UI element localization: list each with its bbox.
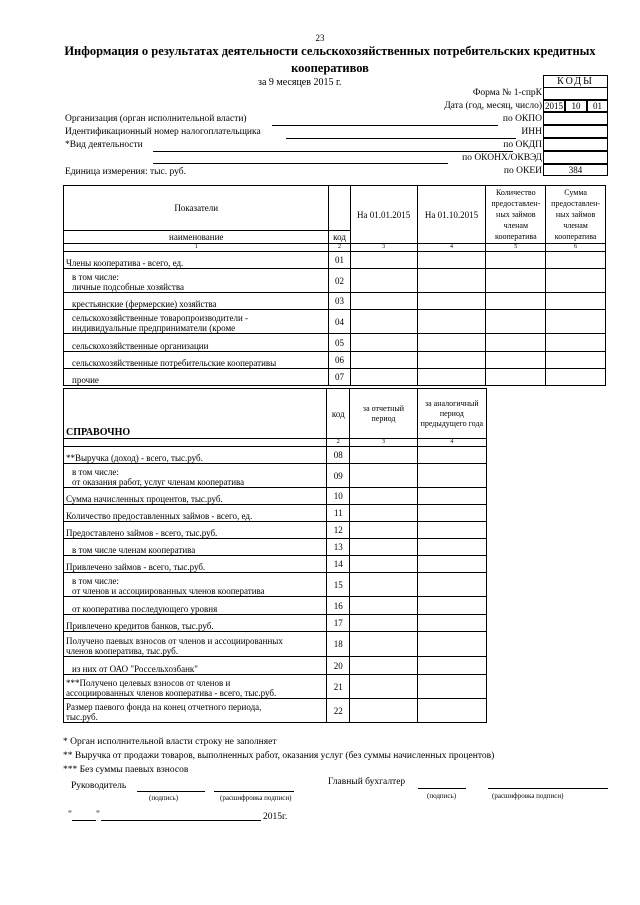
row-pre: в том числе: [72,272,119,282]
members-table [63,185,606,386]
col-code: код [327,389,350,439]
form-code-box [543,87,608,100]
date-year-suffix: 2015г. [263,812,288,822]
table-row [64,464,487,488]
row-label: в том числе членам кооператива [64,539,327,556]
head-label: Руководитель [71,781,127,791]
org-line [272,125,498,126]
table-row [64,556,487,573]
accountant-sign-line [418,788,466,789]
row-code: 15 [327,573,350,597]
okonh-label: по ОКОНХ/ОКВЭД [462,153,542,163]
row-code: 14 [327,556,350,573]
row-code: 18 [327,632,350,657]
activity-line-2 [153,163,448,164]
date-quote-open: " [68,810,72,820]
head-sign-caption: (подпись) [149,794,179,802]
col-jan: На 01.01.2015 [350,186,417,244]
table-row [64,352,606,369]
row-code: 12 [327,522,350,539]
row-pre: сельскохозяйственные товаропроизводители - [72,313,249,323]
table-row [64,293,606,310]
row-label: личные подсобные хозяйства [72,282,184,292]
head-decode-caption: (расшифровка подписи) [220,794,292,802]
table-row [64,632,487,657]
okdp-box [543,138,608,151]
col-name: наименование [64,231,329,244]
row-code: 20 [327,657,350,675]
accountant-decode-line [488,788,608,789]
date-month-line [101,820,261,821]
row-code: 02 [329,269,350,293]
row-code: 16 [327,597,350,615]
table-row [64,369,606,386]
org-label: Организация (орган исполнительной власти) [65,114,247,124]
colnum: 5 [486,244,546,252]
footnote-3: *** Без суммы паевых взносов [63,765,189,775]
activity-label: *Вид деятельности [65,140,143,150]
date-day-line [72,820,96,821]
okdp-label: по ОКДП [503,140,542,150]
colnum: 2 [327,439,350,447]
row-label: тыс.руб. [66,712,98,722]
colnum: 3 [350,244,417,252]
row-label: Количество предоставленных займов - всего, ед. [64,505,327,522]
row-pre: в том числе: [72,576,119,586]
footnote-1: * Орган исполнительной власти строку не заполняет [63,737,277,747]
col-prev: за аналогичный период предыдущего года [417,389,486,439]
row-label: Привлечено займов - всего, тыс.руб. [64,556,327,573]
row-code: 11 [327,505,350,522]
table-row [64,699,487,723]
col-code-top [329,186,350,231]
row-label: индивидуальные предприниматели (кроме [72,323,236,333]
colnum: 3 [350,439,417,447]
inn-org-label: Идентификационный номер налогоплательщика [65,127,261,137]
table-row [64,522,487,539]
row-label: Члены кооператива - всего, ед. [66,258,184,268]
row-label: сельскохозяйственные потребительские кооперативы [64,352,329,369]
colnum: 1 [64,244,329,252]
reference-table [63,388,487,723]
colnum: 4 [417,244,486,252]
colnum: 4 [417,439,486,447]
date-month-box: 10 [565,100,587,112]
okei-box: 384 [543,164,608,176]
okonh-box [543,151,608,164]
head-decode-line [214,791,294,792]
table-row [64,488,487,505]
reporting-period: за 9 месяцев 2015 г. [258,77,342,88]
date-quote-close: " [96,810,100,820]
accountant-sign-caption: (подпись) [427,792,457,800]
codes-header: КОДЫ [543,75,608,88]
row-code: 17 [327,615,350,632]
row-label: Привлечено кредитов банков, тыс.руб. [64,615,327,632]
row-code: 13 [327,539,350,556]
table-row [64,310,606,334]
row-pre: в том числе: [72,467,119,477]
okei-label: по ОКЕИ [503,166,542,176]
row-label: от членов и ассоциированных членов кооператива [72,586,265,596]
row-label: ассоциированных членов кооператива - всего, тыс.руб. [66,688,277,698]
table-row [64,615,487,632]
table-row [64,252,606,269]
table-row [64,334,606,352]
table-row [64,539,487,556]
row-code: 08 [327,447,350,464]
row-code: 10 [327,488,350,505]
date-year-box: 2015 [545,101,563,111]
row-code: 21 [327,675,350,699]
row-code: 07 [329,369,350,386]
row-label: сельскохозяйственные организации [64,334,329,352]
row-label: Предоставлено займов - всего, тыс.руб. [64,522,327,539]
colnum: 2 [329,244,350,252]
colnum: 6 [546,244,606,252]
col-indicators: Показатели [64,186,329,231]
col-code: код [329,231,350,244]
row-code: 04 [329,310,350,334]
row-label: прочие [64,369,329,386]
row-pre: Размер паевого фонда на конец отчетного периода, [66,702,262,712]
row-label: от оказания работ, услуг членам кооператива [72,477,245,487]
row-pre: Получено паевых взносов от членов и ассоциированных [66,636,283,646]
accountant-decode-caption: (расшифровка подписи) [492,792,564,800]
okpo-label: по ОКПО [502,114,542,124]
row-code: 03 [329,293,350,310]
accountant-label: Главный бухгалтер [328,777,406,787]
document-title: Информация о результатах деятельности сельскохозяйственных потребительских кредитных кооперативов [64,44,596,75]
row-label: членов кооператива, тыс.руб. [66,646,179,656]
inn-line [286,138,516,139]
row-label: от кооператива последующего уровня [64,597,327,615]
table-row [64,505,487,522]
row-code: 09 [327,464,350,488]
row-label: **Выручка (доход) - всего, тыс.руб. [64,447,327,464]
row-code: 01 [329,252,350,269]
row-code: 05 [329,334,350,352]
inn-box [543,125,608,138]
inn-label: ИНН [521,127,542,137]
footnote-2: ** Выручка от продажи товаров, выполненных работ, оказания услуг (без суммы начисленных процентов) [63,751,495,761]
table-row [64,675,487,699]
unit-label: Единица измерения: тыс. руб. [65,167,186,177]
col-oct: На 01.10.2015 [417,186,486,244]
row-code: 06 [329,352,350,369]
table-row [64,657,487,675]
row-pre: ***Получено целевых взносов от членов и [66,678,231,688]
col-count: Количество предоставлен-ных займов членам кооператива [486,186,546,244]
row-label: из них от ОАО "Россельхозбанк" [64,657,327,675]
activity-line [153,151,513,152]
table-row [64,269,606,293]
page-number: 23 [315,33,325,43]
reference-heading: СПРАВОЧНО [64,389,327,439]
row-label: крестьянские (фермерские) хозяйства [64,293,329,310]
table-row [64,597,487,615]
table-row [64,573,487,597]
table-row [64,447,487,464]
col-sum: Сумма предоставлен-ных займов членам кооператива [546,186,606,244]
row-code: 22 [327,699,350,723]
date-label: Дата (год, месяц, число) [444,101,542,111]
row-label: Сумма начисленных процентов, тыс.руб. [64,488,327,505]
form-label: Форма № 1-спрК [472,88,542,98]
okpo-box [543,112,608,125]
col-current: за отчетный период [350,389,417,439]
head-sign-line [137,791,205,792]
date-day-box: 01 [587,100,608,112]
